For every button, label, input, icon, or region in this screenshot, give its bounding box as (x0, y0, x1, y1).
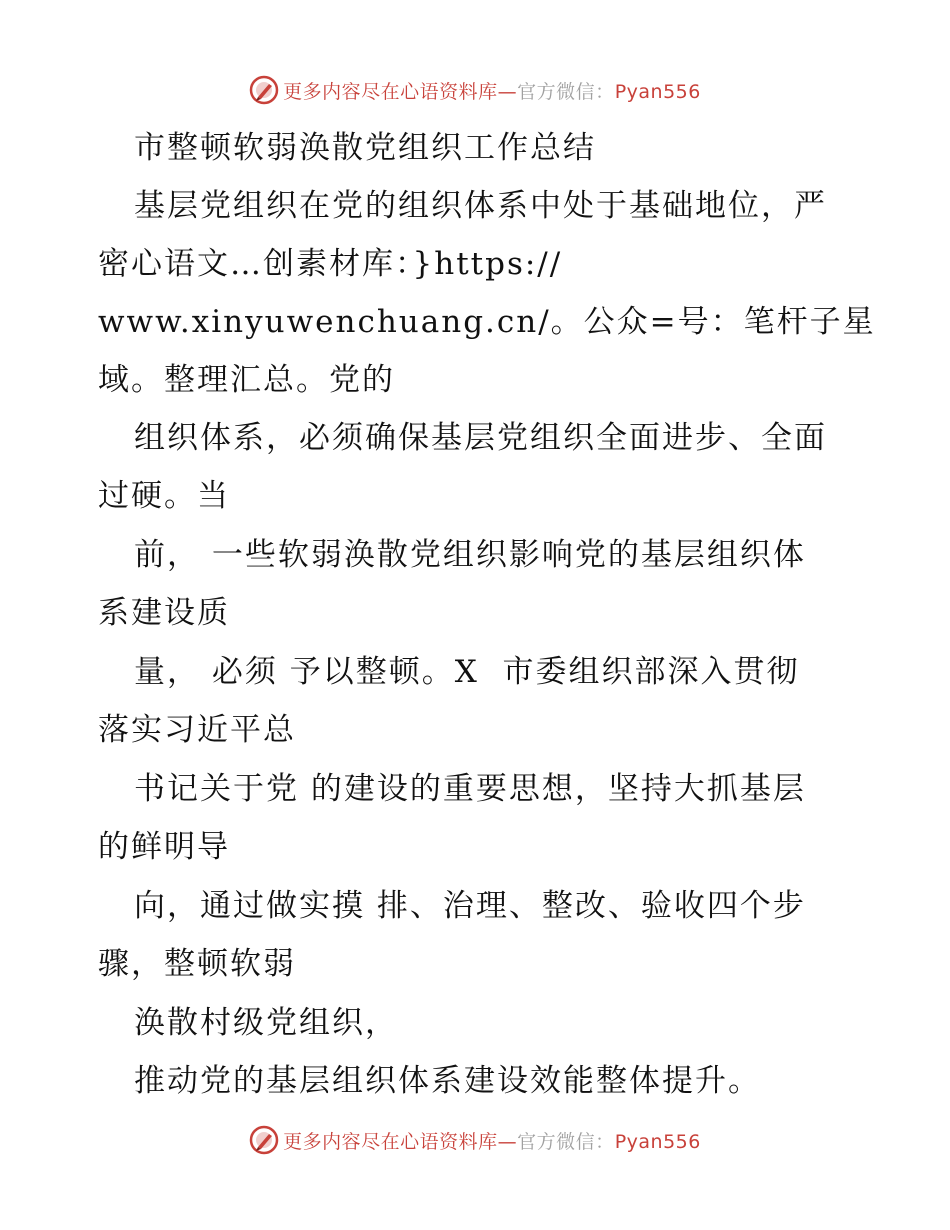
paragraph-line: 量， 必须 予以整顿。X 市委组织部深入贯彻 (134, 654, 800, 690)
paragraph-line: 涣散村级党组织， (134, 1005, 398, 1041)
pen-logo-icon (249, 1125, 279, 1155)
watermark-title: 更多内容尽在心语资料库 (283, 1130, 498, 1153)
paragraph-line: 系建设质 (98, 595, 230, 631)
watermark-text (283, 1127, 701, 1154)
watermark-title: 更多内容尽在心语资料库 (283, 80, 498, 103)
document-title: 市整顿软弱涣散党组织工作总结 (134, 130, 596, 166)
watermark-wechat-label: 官方微信： (517, 1130, 615, 1153)
watermark-dash: — (497, 1130, 518, 1153)
paragraph-line: 过硬。当 (98, 478, 230, 514)
paragraph-line: 书记关于党 的建设的重要思想，坚持大抓基层 (134, 771, 806, 807)
watermark-wechat-label: 官方微信： (517, 80, 615, 103)
paragraph-line: 组织体系，必须确保基层党组织全面进步、全面 (134, 420, 827, 456)
paragraph-line: 域。整理汇总。党的 (98, 362, 395, 398)
header-watermark (0, 70, 950, 110)
watermark-text (283, 77, 701, 104)
watermark-wechat-id: Pyan556 (614, 80, 701, 103)
paragraph-line: 落实习近平总 (98, 712, 296, 748)
pen-logo-icon (249, 75, 279, 105)
paragraph-line: 向，通过做实摸 排、治理、整改、验收四个步 (134, 888, 806, 924)
paragraph-line: www.xinyuwenchuang.cn/。公众=号：笔杆子星 (98, 304, 876, 340)
paragraph-line: 密心语文…创素材库：}https:// (98, 246, 563, 282)
footer-watermark (0, 1120, 950, 1160)
paragraph-line: 骤，整顿软弱 (98, 946, 296, 982)
watermark-dash: — (497, 80, 518, 103)
paragraph-line: 的鲜明导 (98, 829, 230, 865)
paragraph-line: 前， 一些软弱涣散党组织影响党的基层组织体 (134, 537, 806, 573)
watermark-wechat-id: Pyan556 (614, 1130, 701, 1153)
paragraph-line: 推动党的基层组织体系建设效能整体提升。 (134, 1063, 761, 1099)
paragraph-line: 基层党组织在党的组织体系中处于基础地位，严 (134, 188, 827, 224)
